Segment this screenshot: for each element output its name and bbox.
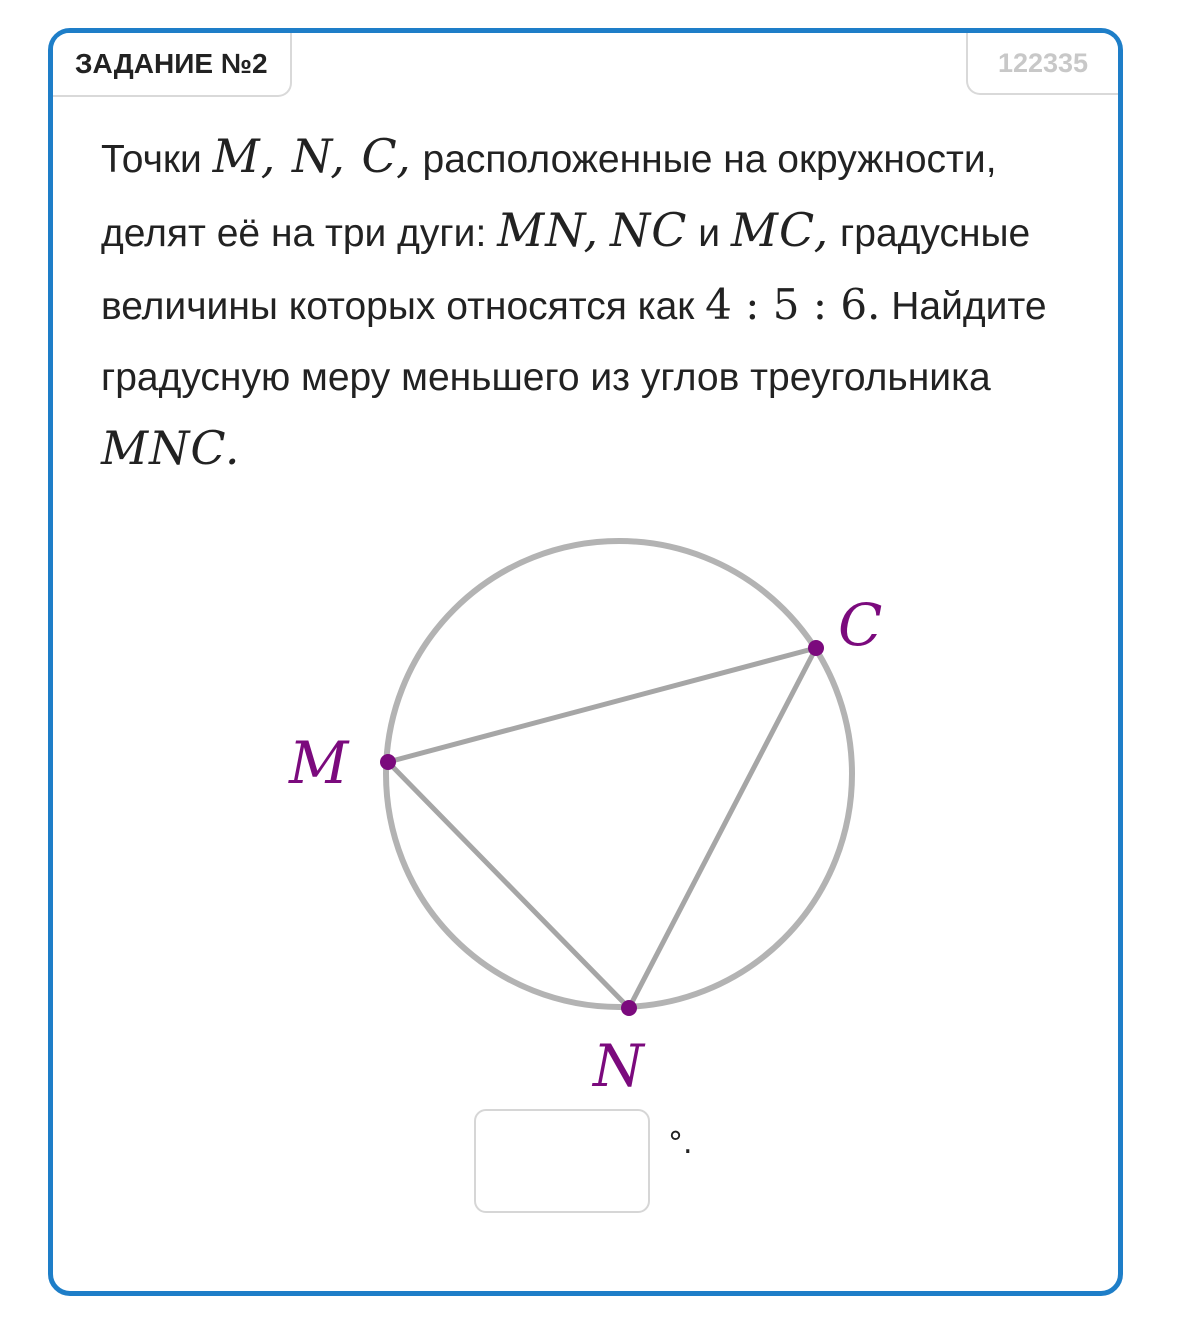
- math-arc-nc: NC: [610, 203, 688, 257]
- task-card: [48, 28, 1123, 1296]
- math-ratio: 4 : 5 : 6.: [705, 280, 881, 329]
- point-c: [808, 640, 824, 656]
- problem-text: градусные величины которых относятся как: [101, 212, 1031, 328]
- math-arc-mc: MC,: [730, 203, 830, 257]
- point-m: [380, 754, 396, 770]
- label-m: M: [289, 729, 349, 797]
- task-id: 122335: [966, 33, 1118, 95]
- segment-mn: [388, 762, 629, 1008]
- math-points: M, N, C,: [212, 129, 412, 183]
- segment-mc: [388, 648, 816, 762]
- point-n: [621, 1000, 637, 1016]
- problem-text: Точки: [101, 138, 213, 181]
- label-c: C: [838, 591, 883, 659]
- label-n: N: [593, 1032, 644, 1100]
- problem-text: и: [687, 212, 731, 255]
- circle: [386, 541, 852, 1007]
- math-triangle: MNC.: [101, 421, 241, 475]
- degree-unit: °.: [668, 1126, 693, 1161]
- segment-nc: [629, 648, 816, 1008]
- task-number-label: ЗАДАНИЕ №2: [53, 33, 292, 97]
- math-arc-mn: MN,: [497, 203, 600, 257]
- problem-text: Найдите градусную меру меньшего из углов треугольника: [101, 285, 1047, 399]
- answer-input[interactable]: [474, 1109, 650, 1213]
- problem-text: расположенные на окружности, делят её на три дуги:: [101, 138, 997, 255]
